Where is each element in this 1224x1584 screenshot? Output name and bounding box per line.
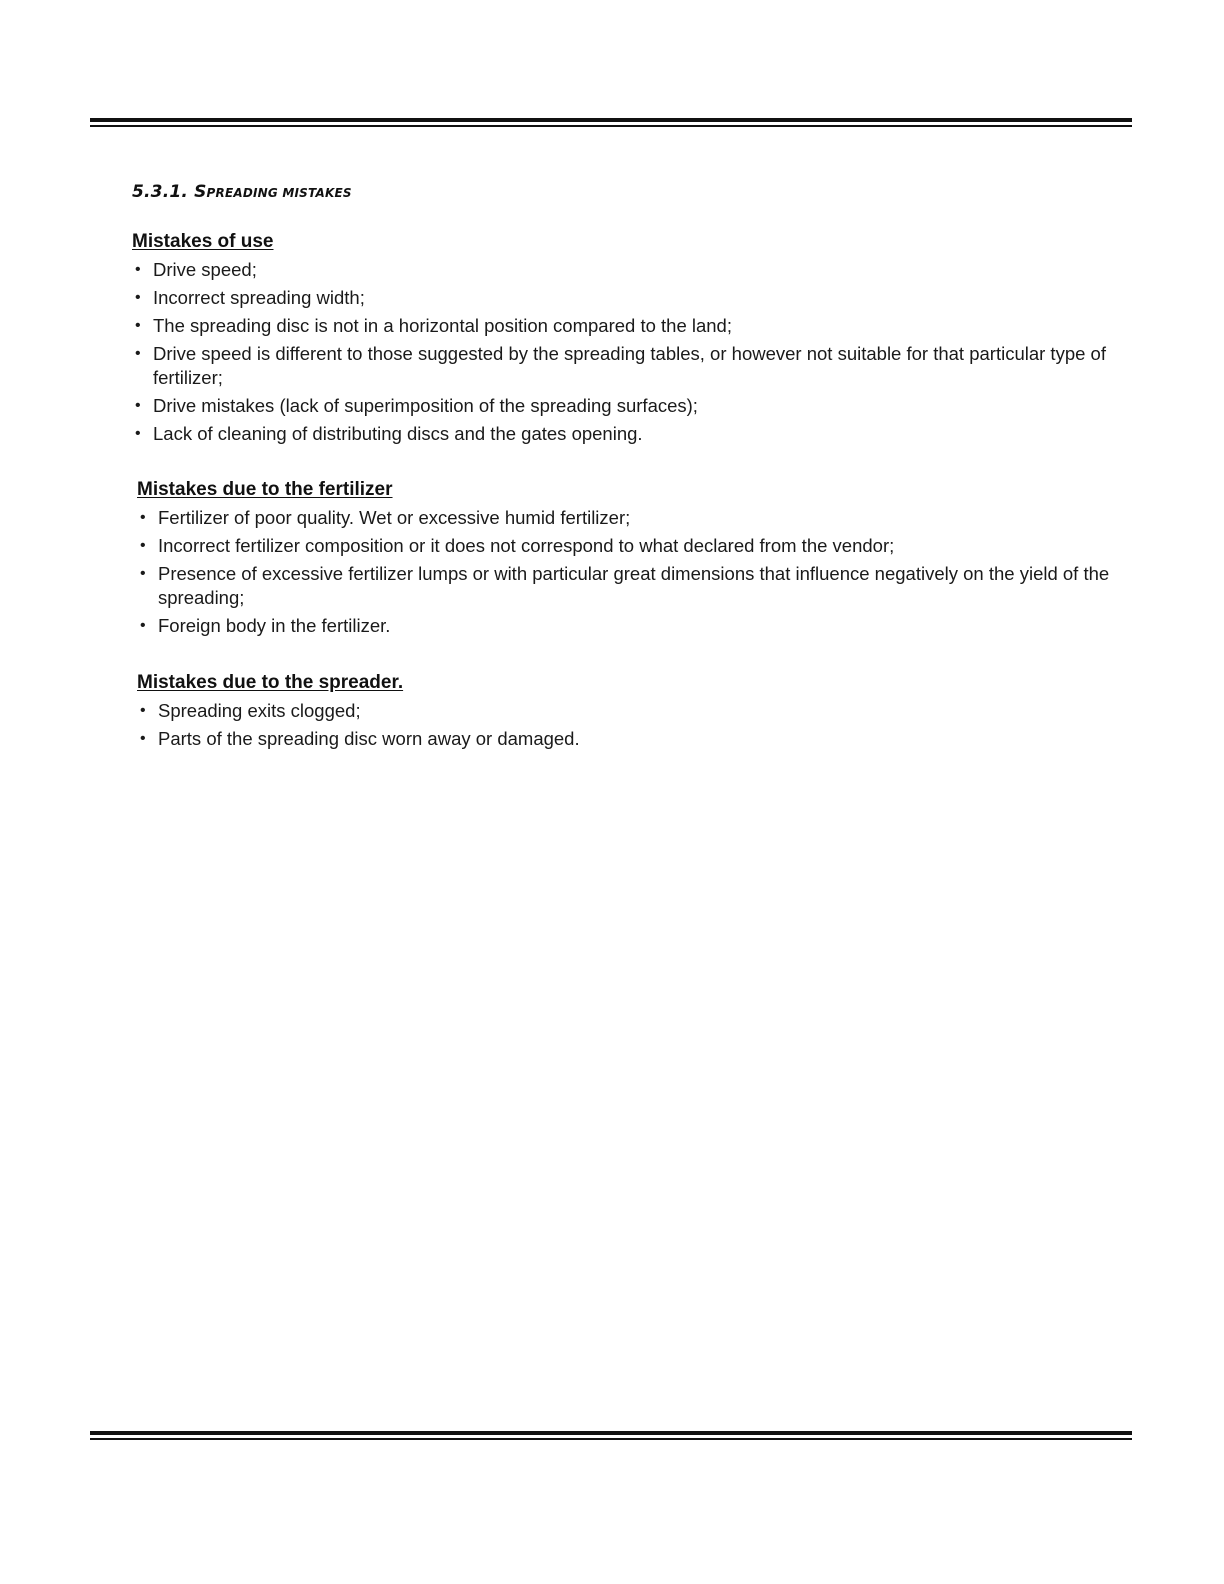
section-title-part-1: PREADING: [206, 186, 278, 200]
group-title: Mistakes due to the fertilizer: [137, 479, 393, 500]
header-rule-thick: [90, 118, 1132, 122]
header-rule: [90, 118, 1132, 127]
list-item: • Drive speed is different to those suggested by the spreading tables, or however not suitable for that particular type of fertilizer;: [132, 342, 1132, 390]
group-mistakes-fertilizer: [137, 479, 1137, 642]
group-title: Mistakes due to the spreader.: [137, 672, 404, 693]
section-number: 5.3.1.: [132, 182, 189, 202]
group-mistakes-spreader: [137, 672, 1137, 755]
list-item: • Parts of the spreading disc worn away or damaged.: [137, 727, 1137, 751]
list-item: • Spreading exits clogged;: [137, 699, 1137, 723]
list-item: • Incorrect spreading width;: [132, 286, 1132, 310]
list-item: • The spreading disc is not in a horizontal position compared to the land;: [132, 314, 1132, 338]
footer-rule: [90, 1431, 1132, 1440]
footer-rule-thin: [90, 1438, 1132, 1440]
list-item: • Incorrect fertilizer composition or it does not correspond to what declared from the vendor;: [137, 534, 1137, 558]
bullet-list: [137, 506, 1137, 638]
bullet-list: [132, 258, 1132, 446]
list-item: • Foreign body in the fertilizer.: [137, 614, 1137, 638]
group-mistakes-of-use: [132, 231, 1132, 450]
list-item: • Lack of cleaning of distributing discs and the gates opening.: [132, 422, 1132, 446]
section-heading: [132, 182, 352, 202]
list-item: • Drive speed;: [132, 258, 1132, 282]
list-item: • Drive mistakes (lack of superimposition of the spreading surfaces);: [132, 394, 1132, 418]
footer-rule-thick: [90, 1431, 1132, 1435]
list-item: • Presence of excessive fertilizer lumps or with particular great dimensions that influence negatively on the yield of the spreading;: [137, 562, 1137, 610]
section-title-initial: S: [194, 182, 207, 202]
list-item: • Fertilizer of poor quality. Wet or excessive humid fertilizer;: [137, 506, 1137, 530]
section-title-part-2: MISTAKES: [282, 186, 352, 200]
header-rule-thin: [90, 125, 1132, 127]
bullet-list: [137, 699, 1137, 751]
group-title: Mistakes of use: [132, 231, 274, 252]
